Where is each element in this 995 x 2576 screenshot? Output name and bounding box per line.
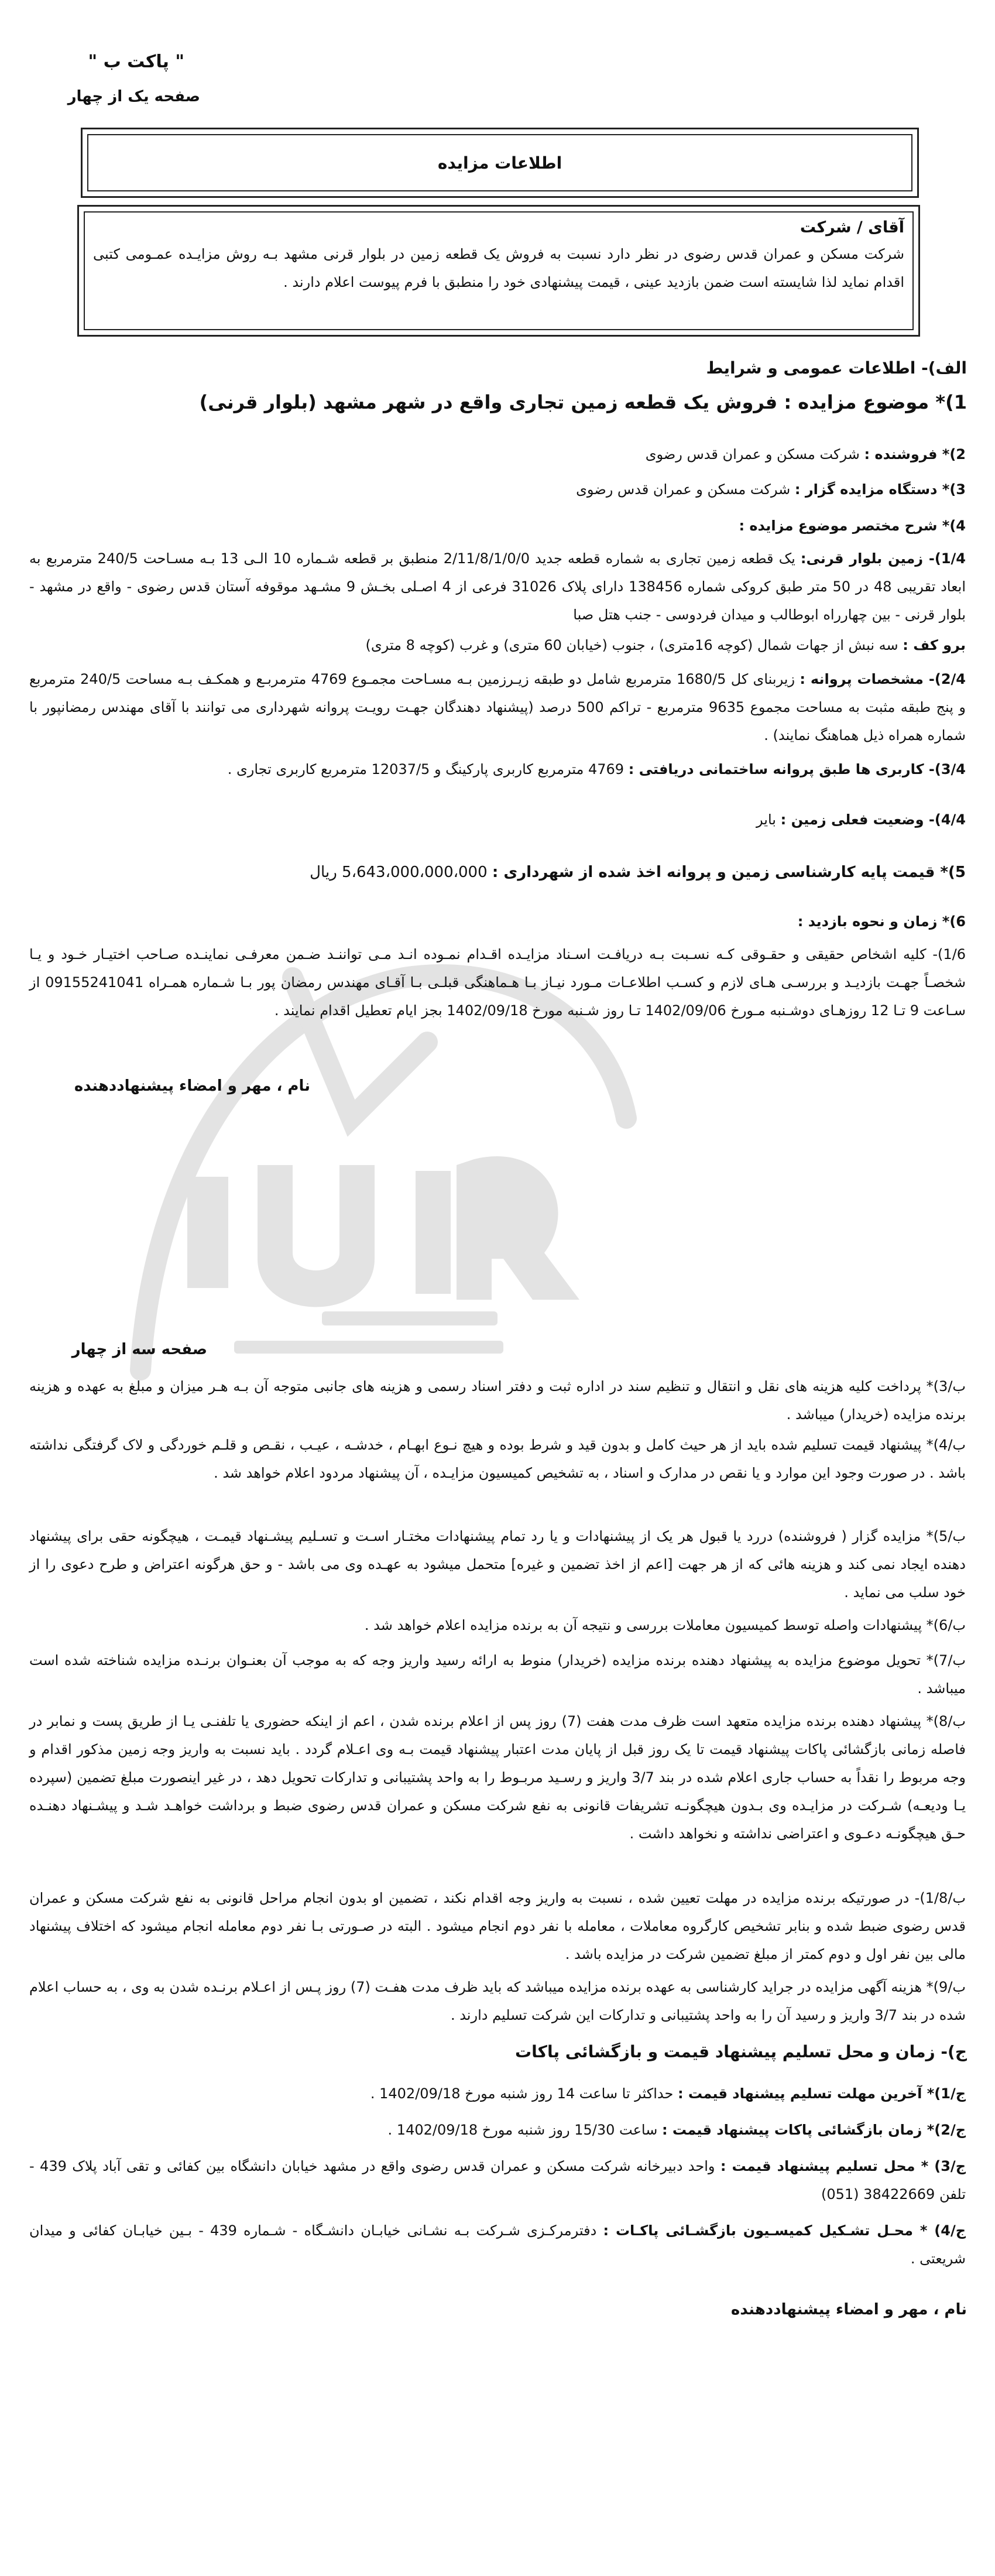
intro-title: آقای / شرکت: [800, 218, 904, 237]
item4-1-text: یک قطعه زمین تجاری به شماره قطعه جدید 2/11/8/1/0/0 منطبق بر قطعه شـماره 10 الـی 13 بـه مسـاحت 240/5 مترمربع به ابعاد تقریبی 48 در 50 متر طبق کروکی شماره 138456 دارای پلاک 31026 فرعی از 4 اصـلی بخـش 9 مشـهد موقوفه آستان قدس رضوی - واقع در مشهد - بلوار قرنی - بین چهارراه ابوطالب و میدان فردوسی - جنب هتل صبا: [29, 550, 966, 623]
clause-b4: ب/4)* پیشنهاد قیمت تسلیم شده باید از هر حیث کامل و بدون قید و شرط بوده و هیچ نـوع ابهـام ، خدشـه ، عیـب ، نقـص و قلـم خوردگی و لاک گرفتگی نداشته باشد . در صورت وجود این موارد و یا نقص در مدارک و اسناد ، به تشخیص کمیسیون مزایـده ، آن پیشنهاد مردود اعلام خواهد شد .: [29, 1437, 966, 1481]
item6-label: 6)* زمان و نحوه بازدید :: [797, 913, 966, 930]
section-a-heading: الف)- اطلاعات عمومی و شرایط: [706, 358, 967, 378]
item3: [576, 475, 966, 503]
clause-c1-label: ج/1)* آخرین مهلت تسلیم پیشنهاد قیمت :: [677, 2085, 966, 2102]
clause-c2-value: ساعت 15/30 روز شنبه مورخ 1402/09/18 .: [387, 2122, 658, 2138]
clause-c4-label: ج/4) * محـل تشـکیل کمیسـیون بازگشـائی پاکـات :: [603, 2222, 966, 2239]
item5: [310, 858, 966, 886]
item5-label: 5)* قیمت پایه کارشناسی زمین و پروانه اخذ شده از شهرداری :: [492, 864, 966, 881]
item2: [646, 440, 966, 468]
packet-title: " پاکت ب ": [88, 52, 184, 72]
borders: [365, 631, 966, 659]
signature-label-1: نام ، مهر و امضاء پیشنهاددهنده: [74, 1077, 310, 1095]
clause-b6: ب/6)* پیشنهادات واصله توسط کمیسیون معاملات بررسی و نتیجه آن به برنده مزایده اعلام خواهد شد .: [364, 1617, 966, 1633]
section-c-heading: ج)- زمان و محل تسلیم پیشنهاد قیمت و بازگشائی پاکات: [515, 2042, 967, 2061]
item3-value: شرکت مسکن و عمران قدس رضوی: [576, 481, 791, 498]
page-number-label: صفحه یک از چهار: [67, 88, 200, 105]
item3-4: [228, 755, 966, 783]
clause-c2: [388, 2116, 966, 2144]
item3-4-label: 3/4)- کاربری ها طبق پروانه ساختمانی دریافتی :: [628, 761, 966, 777]
item4-4-label: 4/4)- وضعیت فعلی زمین :: [780, 811, 966, 828]
borders-label: برو کف :: [903, 637, 966, 653]
item2-4: [29, 665, 966, 749]
intro-box: [77, 205, 920, 337]
clause-c2-label: ج/2)* زمان بازگشائی پاکات پیشنهاد قیمت :: [661, 2122, 966, 2138]
borders-text: سه نبش از جهات شمال (کوچه 16متری) ، جنوب (خیابان 60 متری) و غرب (کوچه 8 متری): [365, 637, 898, 653]
clause-b5: ب/5)* مزایده گزار ( فروشنده) دررد یا قبول هر یک از پیشنهادات و یا رد تمام پیشنهادات مختـار اسـت و تسـلیم پیشـنهاد قیمـت ، هیچگونه حقی برای پیشنهاد دهنده ایجاد نمی کند و هزینه هائی که از هر جهت [اعم از اخذ تضمین و غیره] متحمل میشود به عهـده وی می باشد - و حق هرگونه اعتراض و طرح دعوی را از خود سلب می نماید .: [29, 1528, 966, 1601]
clause-c3-value: واحد دبیرخانه شرکت مسکن و عمران قدس رضوی واقع در مشهد خیابان دانشگاه بین کفائی و تقی آباد پلاک 439 - تلفن 38422669 (051): [29, 2158, 966, 2202]
signature-label-2: نام ، مهر و امضاء پیشنهاددهنده: [730, 2301, 967, 2318]
title-box-text: اطلاعات مزایده: [87, 134, 912, 191]
clause-c3: [29, 2152, 966, 2208]
title-box: [81, 128, 919, 198]
page3-label: صفحه سه از چهار: [71, 1341, 207, 1358]
item4-1: [29, 544, 966, 629]
item1-value: فروش یک قطعه زمین تجاری واقع در شهر مشهد (بلوار قرنی): [199, 391, 778, 413]
clause-c4: [29, 2217, 966, 2273]
item2-value: شرکت مسکن و عمران قدس رضوی: [645, 446, 860, 463]
clause-c1-value: حداکثر تا ساعت 14 روز شنبه مورخ 1402/09/18 .: [370, 2085, 674, 2102]
clause-b9: ب/9)* هزینه آگهی مزایده در جراید کارشناسی به عهده برنده مزایده میباشد که باید ظرف مدت هفـت (7) روز پـس از اعـلام برنـده شدن به وی ، به حساب اعلام شده در بند 3/7 واریز و رسید آن را به واحد پشتیبانی و تدارکات این شرکت تسلیم دارند .: [29, 1979, 966, 2023]
item1-label: 1)* موضوع مزایده :: [784, 391, 967, 413]
intro-text: شرکت مسکن و عمران قدس رضوی در نظر دارد نسبت به فروش یک قطعه زمین در بلوار قرنی مشهد بـه روش مزایـده عمـومی کتبی اقدام نماید لذا شایسته است ضمن بازدید عینی ، قیمت پیشنهادی خود را منطبق با فرم پیوست اعلام دارند .: [93, 246, 904, 290]
item2-4-label: 2/4)- مشخصات پروانه :: [800, 671, 966, 687]
item6-1-text: 1/6)- کلیه اشخاص حقیقی و حقـوقی کـه نسـبت بـه دریافـت اسـناد مزایـده اقـدام نمـوده انـد مـی تواننـد ضـمن معرفـی نماینـده صـاحب اختیـار خـود و یـا شخصـاً جهـت بازدیـد و بررسـی هـای لازم و کسـب اطلاعـات مـورد نیـاز بـا هـماهنگی قبلـی بـا آقـای مهندس رمضان پور بـا شـماره همـراه 09155241041 از سـاعت 9 تـا 12 روزهـای دوشـنبه مـورخ 1402/09/06 تـا روز شـنبه مورخ 1402/09/18 بجز ایام تعطیل اقدام نمایند .: [29, 946, 966, 1019]
item4-1-label: 1/4)- زمین بلوار قرنی:: [800, 550, 966, 567]
item3-label: 3)* دستگاه مزایده گزار :: [794, 481, 966, 498]
item2-4-text: زیربنای کل 1680/5 مترمربع شامل دو طبقه زیـرزمین بـه مسـاحت مجمـوع 4769 مترمربـع و همکـف بـه مساحت 240/5 مترمربع و پنج طبقه مثبت به مساحت مجموع 9635 مترمربع - تراکم 500 درصد (پیشنهاد دهندگان جهـت رویـت پروانه شهرداری می توانند با آقای مهندس رمضانپور با شماره همراه ذیل هماهنگ نمایند) .: [29, 671, 966, 744]
clause-b8: ب/8)* پیشنهاد دهنده برنده مزایده متعهد است ظرف مدت هفت (7) روز پس از اعلام برنده شدن ، اعم از اینکه حضوری یا تلفنـی یـا از طریق پست و نمابر در فاصله زمانی بازگشائی پاکات پیشنهاد قیمت تا یک روز قبل از پایان مدت اعتبار پیشنهاد قیمت بـه وی اعـلام گردد . باید نسبت به واریز وجه زمین مذکور اقدام و وجه مربوط را نقداً به حساب جاری اعلام شده در بند 3/7 واریز و رسـید مربـوط را به واحد پشتیبانی و تدارکات تحویل دهد ، در غیر اینصورت مبلغ تضمین (سپرده یـا ودیعـه) شـرکت در مزایـده وی بـدون هیچگونـه تشریفات قانونی به نفع شرکت مسکن و عمران قدس رضوی ضبط و برداشت خواهـد شـد و پیشـنهاد دهنـده حـق هیچگونـه دعـوی و اعتراضی نداشته و نخواهد داشت .: [29, 1713, 966, 1842]
clause-c4-value: دفترمرکـزی شـرکت بـه نشـانی خیابـان دانشـگاه - شـماره 439 - بـین خیابـان کفائی و میدان شریعتی .: [29, 2222, 966, 2267]
clause-b7: ب/7)* تحویل موضوع مزایده به پیشنهاد دهنده برنده مزایده (خریدار) منوط به ارائه رسید واریز وجه که به موجب آن بعنـوان برنـده مزایده شناخته شده است میباشد .: [29, 1652, 966, 1697]
clause-c3-label: ج/3) * محل تسلیم پیشنهاد قیمت :: [720, 2158, 966, 2174]
item4-label: 4)* شرح مختصر موضوع مزایده :: [739, 518, 966, 534]
item4-4: [756, 806, 966, 834]
item5-value: 5،643،000،000،000 ریال: [310, 864, 488, 881]
clause-c1: [370, 2080, 966, 2108]
item3-4-value: 4769 مترمربع کاربری پارکینگ و 12037/5 مترمربع کاربری تجاری .: [227, 761, 625, 777]
item2-label: 2)* فروشنده :: [864, 446, 966, 463]
item1: [200, 391, 967, 413]
item4-4-value: بایر: [756, 811, 776, 828]
clause-b3: ب/3)* پرداخت کلیه هزینه های نقل و انتقال و تنظیم سند در اداره ثبت و دفتر اسناد رسمی و هزینه های جانبی متوجه آن بـه هـر میزان و مبلغ به عهده و هزینه برنده مزایده (خریدار) میباشد .: [29, 1378, 966, 1423]
clause-b1-8: ب/1/8)- در صورتیکه برنده مزایده در مهلت تعیین شده ، نسبت به واریز وجه اقدام نکند ، تضمین او بدون انجام مراحل قانونی به نفع شرکت مسکن و عمران قدس رضوی ضبط شده و بنابر تشخیص کارگروه معاملات ، معامله با نفر دوم انجام میشود . البته در صـورتی بـا نفر دوم معامله انجام میشود که اختلاف پیشنهاد مالی بین نفر اول و دوم کمتر از مبلغ تضمین شرکت در مزایده باشد .: [29, 1890, 966, 1962]
